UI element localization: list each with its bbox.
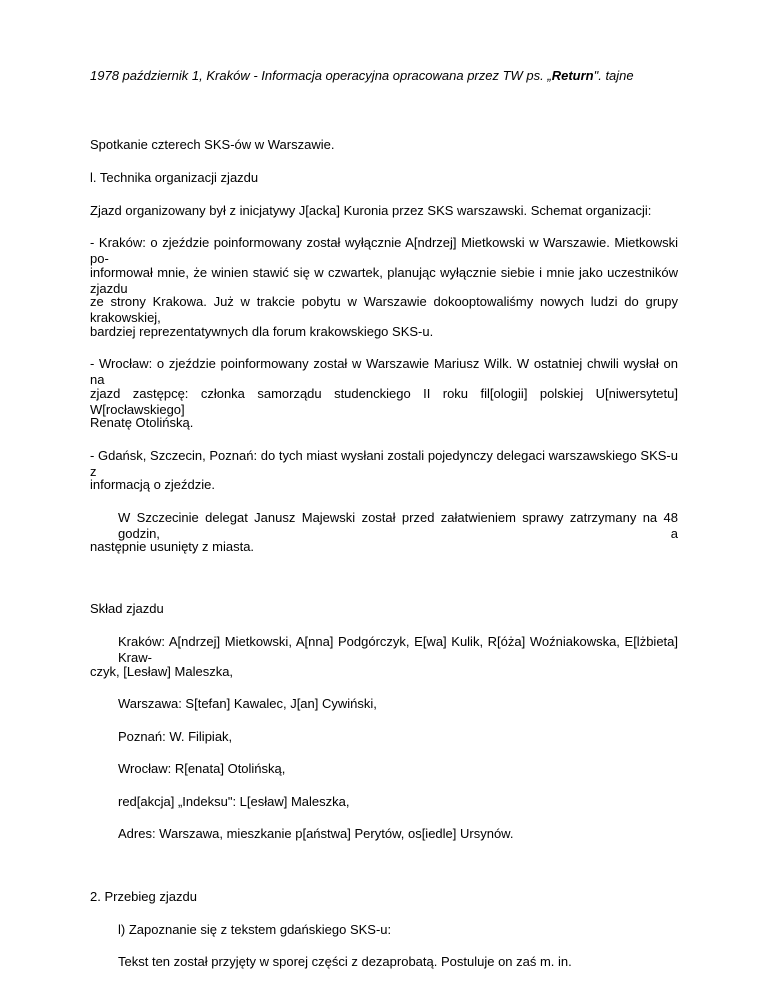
paragraph-line: Kraków: A[ndrzej] Mietkowski, A[nna] Podgórczyk, E[wa] Kulik, R[óża] Woźniakowska, E[lżbieta] Kraw- — [118, 634, 678, 665]
paragraph-line: informował mnie, że winien stawić się w czwartek, planując wyłącznie siebie i mnie jako uczestników zjazdu — [90, 265, 678, 296]
paragraph-line: Adres: Warszawa, mieszkanie p[aństwa] Perytów, os[iedle] Ursynów. — [118, 826, 514, 841]
paragraph-line: informacją o zjeździe. — [90, 477, 215, 492]
section-heading: 2. Przebieg zjazdu — [90, 889, 197, 904]
paragraph-line: l) Zapoznanie się z tekstem gdańskiego SKS-u: — [118, 922, 392, 937]
paragraph-line: Renatę Otolińską. — [90, 415, 194, 430]
paragraph-line: Wrocław: R[enata] Otolińską, — [118, 761, 286, 776]
section-heading: Spotkanie czterech SKS-ów w Warszawie. — [90, 137, 335, 152]
paragraph-line: następnie usunięty z miasta. — [90, 539, 255, 554]
paragraph-line: Tekst ten został przyjęty w sporej części z dezaprobatą. Postuluje on zaś m. in. — [118, 954, 572, 969]
section-heading: l. Technika organizacji zjazdu — [90, 170, 259, 185]
paragraph-line: - Kraków: o zjeździe poinformowany został wyłącznie A[ndrzej] Mietkowski w Warszawie. Mietkowski po- — [90, 235, 678, 266]
paragraph-line: Warszawa: S[tefan] Kawalec, J[an] Cywiński, — [118, 696, 377, 711]
paragraph-line: ze strony Krakowa. Już w trakcie pobytu w Warszawie dokooptowaliśmy nowych ludzi do grupy krakowskiej, — [90, 294, 678, 325]
paragraph-line: W Szczecinie delegat Janusz Majewski został przed załatwieniem sprawy zatrzymany na 48 godzin, a — [118, 510, 678, 541]
document-title: 1978 październik 1, Kraków - Informacja operacyjna opracowana przez TW ps. „Return". tajne — [90, 68, 634, 83]
paragraph-line: - Gdańsk, Szczecin, Poznań: do tych miast wysłani zostali pojedynczy delegaci warszawskiego SKS-u z — [90, 448, 678, 479]
paragraph-line: - Wrocław: o zjeździe poinformowany został w Warszawie Mariusz Wilk. W ostatniej chwili wysłał on na — [90, 356, 678, 387]
paragraph-line: Zjazd organizowany był z inicjatywy J[acka] Kuronia przez SKS warszawski. Schemat organizacji: — [90, 203, 652, 218]
paragraph-line: red[akcja] „Indeksu": L[esław] Maleszka, — [118, 794, 350, 809]
section-heading: Skład zjazdu — [90, 601, 164, 616]
paragraph-line: Poznań: W. Filipiak, — [118, 729, 233, 744]
paragraph-line: czyk, [Lesław] Maleszka, — [90, 664, 234, 679]
paragraph-line: bardziej reprezentatywnych dla forum krakowskiego SKS-u. — [90, 324, 434, 339]
pseudonym: Return — [551, 68, 594, 83]
paragraph-line: zjazd zastępcę: członka samorządu studenckiego II roku fil[ologii] polskiej U[niwersytetu] W[rocławskiego] — [90, 386, 678, 417]
